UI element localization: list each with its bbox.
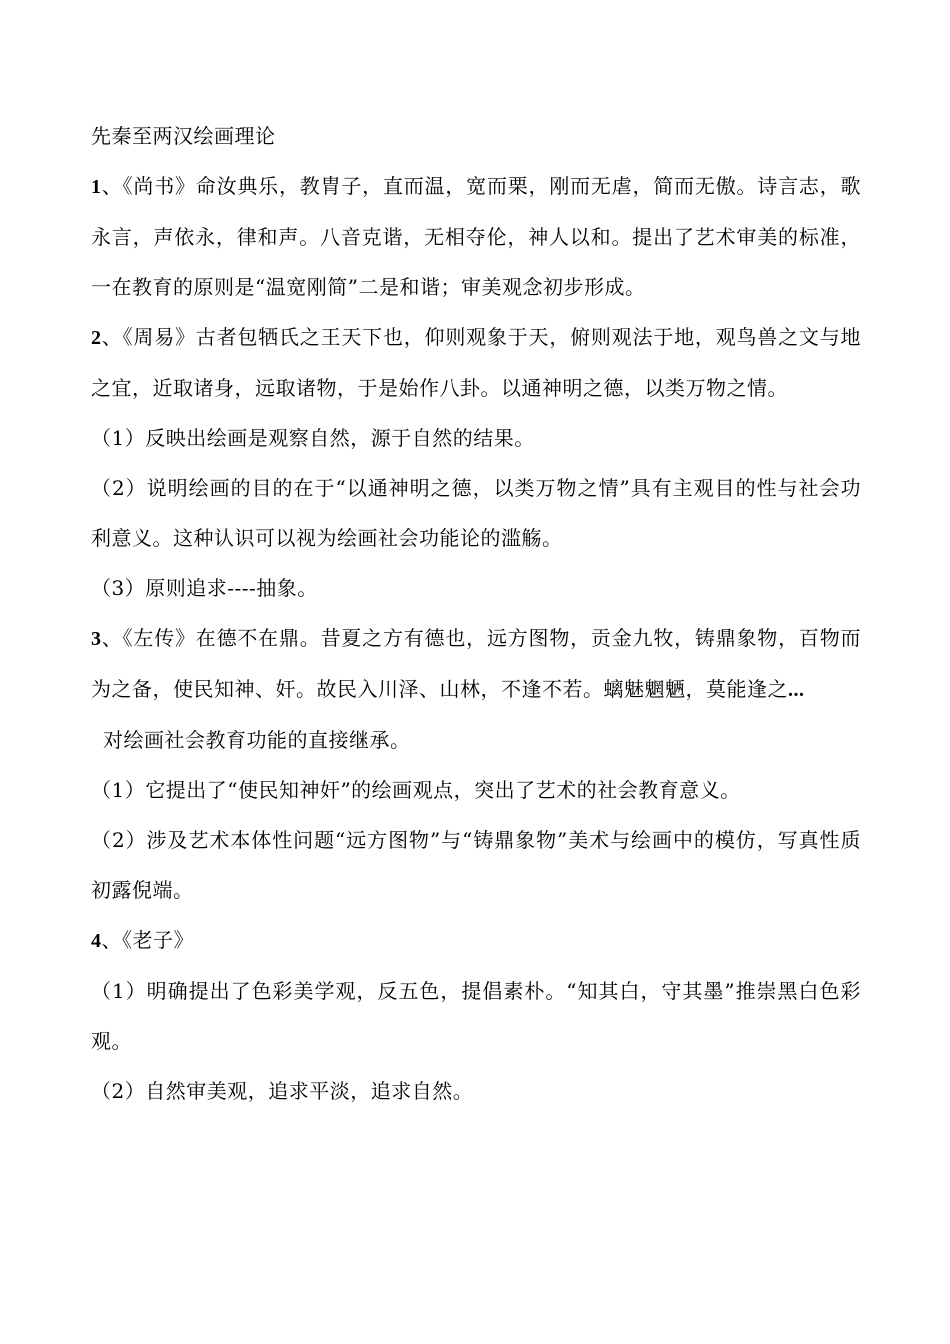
- document-body: [91, 111, 861, 1116]
- section-1-text: 、《尚书》命汝典乐，教胄子，直而温，宽而栗，刚而无虐，简而无傲。诗言志，歌永言，声依永，律和声。八音克谐，无相夺伦，神人以和。提出了艺术审美的标准，一在教育的原则是“温宽刚简”二是和谐；审美观念初步形成。: [91, 174, 861, 299]
- section-2-point-2: （2）说明绘画的目的在于“以通神明之德，以类万物之情”具有主观目的性与社会功利意义。这种认识可以视为绘画社会功能论的滥觞。: [91, 476, 861, 550]
- section-4-point-2: （2）自然审美观，追求平淡，追求自然。: [91, 1079, 474, 1103]
- section-4-point-1: （1）明确提出了色彩美学观，反五色，提倡素朴。“知其白，守其墨”推崇黑白色彩观。: [91, 979, 861, 1053]
- section-2-number: 2: [91, 327, 102, 349]
- section-3-point-1: （1）它提出了“使民知神奸”的绘画观点，突出了艺术的社会教育意义。: [91, 778, 741, 802]
- section-4: [91, 915, 861, 966]
- document-title: 先秦至两汉绘画理论: [91, 124, 276, 148]
- section-3-summary: 对绘画社会教育功能的直接继承。: [103, 728, 411, 752]
- section-3: [91, 613, 861, 715]
- section-2-text: 、《周易》古者包牺氏之王天下也，仰则观象于天，俯则观法于地，观鸟兽之文与地之宜，近取诸身，远取诸物，于是始作八卦。以通神明之德，以类万物之情。: [91, 325, 861, 400]
- section-3-ellipsis: ...: [788, 679, 805, 701]
- section-3-number: 3: [91, 628, 102, 650]
- section-2: [91, 312, 861, 413]
- section-3-text: 、《左传》在德不在鼎。昔夏之方有德也，远方图物，贡金九牧，铸鼎象物，百物而为之备，使民知神、奸。故民入川泽、山林，不逢不若。螭魅魍魉，莫能逢之: [91, 626, 861, 701]
- section-1-number: 1: [91, 176, 102, 198]
- section-1: [91, 161, 861, 312]
- section-4-number: 4: [91, 930, 102, 952]
- section-4-text: 、《老子》: [101, 928, 194, 952]
- section-3-point-2: （2）涉及艺术本体性问题“远方图物”与“铸鼎象物”美术与绘画中的模仿，写真性质初露倪端。: [91, 828, 861, 902]
- section-2-point-3: （3）原则追求----抽象。: [91, 576, 318, 600]
- section-2-point-1: （1）反映出绘画是观察自然，源于自然的结果。: [91, 426, 535, 450]
